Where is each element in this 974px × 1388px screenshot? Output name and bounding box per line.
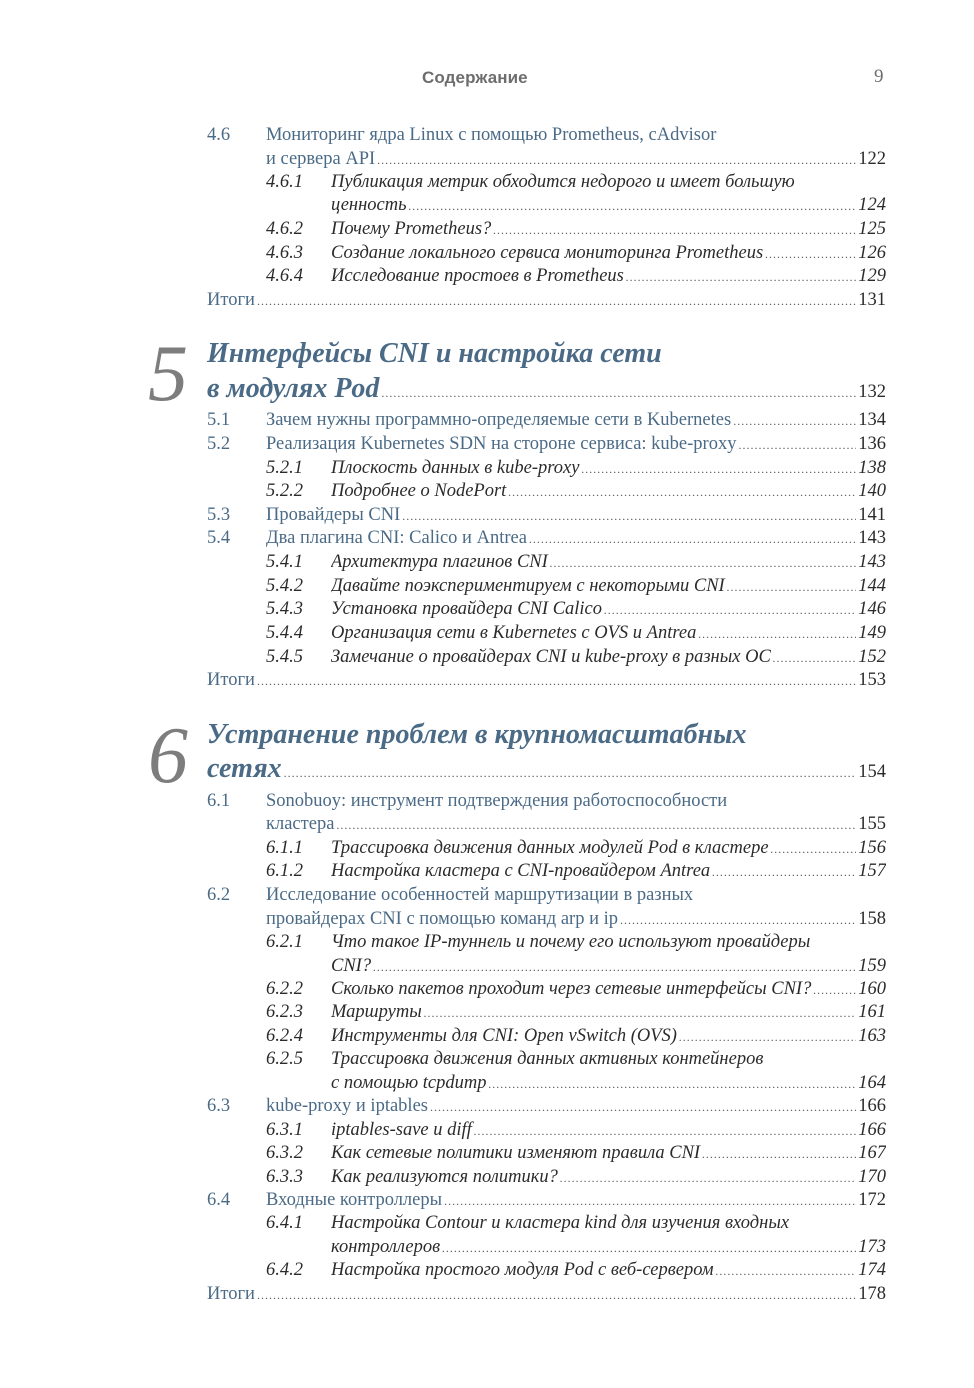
toc-entry-6-2-1-cont[interactable]: CNI? ..... 159 [0,954,974,978]
toc-entry-6-1[interactable]: 6.1 Sonobuoy: инструмент подтверждения работоспособности [207,791,728,811]
toc-entry-6-3-2[interactable]: 6.3.2 Как сетевые политики изменяют правила CNI ..... 167 [0,1141,974,1165]
toc-entry-4-6-1-cont[interactable]: ценность ..... 124 [0,193,974,217]
toc-entry-5-4-2[interactable]: 5.4.2 Давайте поэкспериментируем с некоторыми CNI ..... 144 [0,574,974,598]
toc-entry-6-2-1[interactable]: 6.2.1 Что такое IP-туннель и почему его используют провайдеры [266,932,811,952]
toc-entry-5-2-2[interactable]: 5.2.2 Подробнее о NodePort ..... 140 [0,479,974,503]
toc-entry-6-4-1[interactable]: 6.4.1 Настройка Contour и кластера kind для изучения входных [266,1213,790,1233]
chapter-5-title-line1[interactable]: Интерфейсы CNI и настройка сети [207,338,662,369]
toc-entry-6-2-2[interactable]: 6.2.2 Сколько пакетов проходит через сетевые интерфейсы CNI? ..... 160 [0,977,974,1001]
chapter-6-number: 6 [148,712,188,800]
toc-entry-6-2-4[interactable]: 6.2.4 Инструменты для CNI: Open vSwitch (OVS) ..... 163 [0,1024,974,1048]
toc-entry-5-3[interactable]: 5.3 Провайдеры CNI ..... 141 [0,503,974,527]
toc-entry-4-6-4[interactable]: 4.6.4 Исследование простоев в Prometheus ..... 129 [0,264,974,288]
toc-entry-4-6-2[interactable]: 4.6.2 Почему Prometheus? ..... 125 [0,217,974,241]
toc-entry-6-2-cont[interactable]: провайдерах CNI с помощью команд arp и ip ..... 158 [0,907,974,931]
toc-entry-6-1-2[interactable]: 6.1.2 Настройка кластера с CNI-провайдером Antrea ..... 157 [0,859,974,883]
page-number: 9 [874,66,884,87]
chapter-6-title-line1[interactable]: Устранение проблем в крупномасштабных [207,719,747,750]
toc-summary-ch6[interactable]: Итоги ..... 178 [0,1282,974,1306]
toc-entry-6-4-1-cont[interactable]: контроллеров ..... 173 [0,1235,974,1259]
chapter-5-title-line2[interactable]: в модулях Pod ..... 132 [207,372,886,410]
page-header [0,66,974,94]
toc-entry-5-4-5[interactable]: 5.4.5 Замечание о провайдерах CNI и kube-proxy в разных ОС ..... 152 [0,645,974,669]
toc-summary-ch5[interactable]: Итоги ..... 153 [0,668,974,692]
toc-entry-4-6[interactable]: 4.6 Мониторинг ядра Linux с помощью Prometheus, cAdvisor [207,125,717,145]
toc-entry-6-3-1[interactable]: 6.3.1 iptables-save и diff ..... 166 [0,1118,974,1142]
toc-entry-5-4-4[interactable]: 5.4.4 Организация сети в Kubernetes с OVS и Antrea ..... 149 [0,621,974,645]
toc-entry-6-2[interactable]: 6.2 Исследование особенностей маршрутизации в разных [207,885,694,905]
toc-entry-6-1-1[interactable]: 6.1.1 Трассировка движения данных модулей Pod в кластере ..... 156 [0,836,974,860]
toc-entry-4-6-cont[interactable]: и сервера API ..... 122 [0,147,974,171]
leader-dots [377,148,856,172]
toc-entry-5-4-1[interactable]: 5.4.1 Архитектура плагинов CNI ..... 143 [0,550,974,574]
chapter-6-title-line2[interactable]: сетях ..... 154 [207,752,886,790]
toc-summary-ch4[interactable]: Итоги ..... 131 [0,288,974,312]
toc-entry-5-1[interactable]: 5.1 Зачем нужны программно-определяемые сети в Kubernetes ..... 134 [0,408,974,432]
toc-entry-5-2[interactable]: 5.2 Реализация Kubernetes SDN на стороне сервиса: kube-proxy ..... 136 [0,432,974,456]
running-title: Содержание [422,68,528,87]
toc-entry-6-3-3[interactable]: 6.3.3 Как реализуются политики? ..... 170 [0,1165,974,1189]
toc-entry-6-2-3[interactable]: 6.2.3 Маршруты ..... 161 [0,1000,974,1024]
chapter-5-number: 5 [148,330,188,418]
toc-entry-4-6-3[interactable]: 4.6.3 Создание локального сервиса мониторинга Prometheus ..... 126 [0,241,974,265]
toc-entry-6-2-5[interactable]: 6.2.5 Трассировка движения данных активных контейнеров [266,1049,764,1069]
toc-entry-6-4-2[interactable]: 6.4.2 Настройка простого модуля Pod с веб-сервером ..... 174 [0,1258,974,1282]
toc-entry-5-4-3[interactable]: 5.4.3 Установка провайдера CNI Calico ..... 146 [0,597,974,621]
toc-entry-6-3[interactable]: 6.3 kube-proxy и iptables ..... 166 [0,1094,974,1118]
toc-entry-6-2-5-cont[interactable]: с помощью tcpdump ..... 164 [0,1071,974,1095]
toc-entry-6-4[interactable]: 6.4 Входные контроллеры ..... 172 [0,1188,974,1212]
toc-entry-5-4[interactable]: 5.4 Два плагина CNI: Calico и Antrea ..... 143 [0,526,974,550]
toc-entry-6-1-cont[interactable]: кластера ..... 155 [0,812,974,836]
toc-entry-4-6-1[interactable]: 4.6.1 Публикация метрик обходится недорого и имеет большую [266,172,795,192]
toc-entry-5-2-1[interactable]: 5.2.1 Плоскость данных в kube-proxy ..... 138 [0,456,974,480]
